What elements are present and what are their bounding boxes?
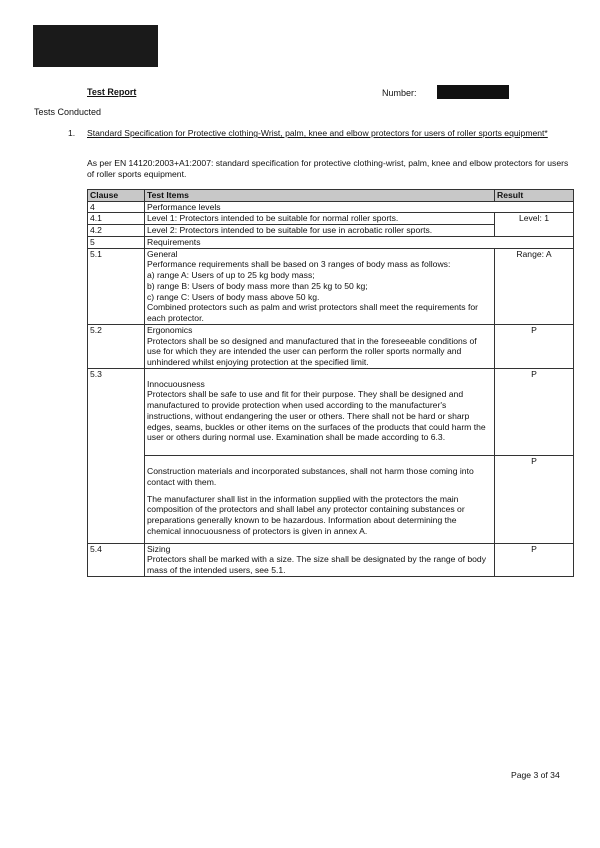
clause-cell: 5.4 (88, 543, 145, 576)
test-item-cell: Requirements (145, 236, 574, 248)
header-clause: Clause (88, 190, 145, 202)
table-row (88, 324, 574, 368)
standard-description: As per EN 14120:2003+A1:2007: standard specification for protective clothing-wrist, palm, knee and elbow protectors for users of roller sports equipment. (87, 158, 569, 179)
result-cell: Level: 1 (495, 213, 574, 236)
test-item-cell: Level 2: Protectors intended to be suitable for use in acrobatic roller sports. (145, 225, 495, 237)
test-item-cell: Level 1: Protectors intended to be suitable for normal roller sports. (145, 213, 495, 225)
item-number: 1. (68, 128, 76, 138)
report-number-redacted (437, 85, 509, 99)
test-item-cell (145, 248, 495, 324)
table-row (88, 213, 574, 225)
item-text: Combined protectors such as palm and wrist protectors shall meet the requirements for each protector. (147, 302, 479, 324)
report-number-label: Number: (382, 88, 417, 98)
item-text: a) range A: Users of up to 25 kg body mass; (147, 270, 315, 281)
result-cell: P (495, 368, 574, 455)
table-row (88, 456, 574, 543)
item-text: Protectors shall be so designed and manufactured that in the foreseeable conditions of use for which they are intended the user can perform the roller sports normally and unhindered whilst enjoying protection at the specified limit. (147, 335, 477, 368)
item-text: Protectors shall be marked with a size. The size shall be designated by the range of body mass of the intended users, see 5.1. (147, 554, 487, 576)
item-text: The manufacturer shall list in the information supplied with the protectors the main composition of the protectors and shall label any protector containing substances or preparations generally known to be hazardous. Information about determining the chemical innocuousness of protectors is given in annex A. (147, 493, 465, 536)
item-heading: Ergonomics (147, 324, 193, 335)
clause-cell: 4.2 (88, 225, 145, 237)
item-text: Construction materials and incorporated substances, shall not harm those coming into contact with them. (147, 466, 474, 487)
table-row (88, 543, 574, 576)
test-item-cell (145, 324, 495, 368)
test-item-cell: Performance levels (145, 201, 574, 213)
item-heading: General (147, 248, 178, 259)
spec-title: Standard Specification for Protective clothing-Wrist, palm, knee and elbow protectors for users of roller sports equipment* (87, 128, 548, 138)
result-cell: Range: A (495, 248, 574, 324)
table-header-row (88, 190, 574, 202)
item-text: Protectors shall be safe to use and fit for their purpose. They shall be designed and manufactured to provide protection when used according to the manufacturer's instructions, without endangering the user or others. There shall not be hard or sharp edges, seams, buckles or other items on the surfaces of the products that could harm the user or others during normal use. Examination shall be made according to 6.3. (147, 389, 486, 443)
result-cell: P (495, 324, 574, 368)
clause-cell: 5.1 (88, 248, 145, 324)
page-number: Page 3 of 34 (511, 770, 560, 780)
header-result: Result (495, 190, 574, 202)
item-text: Performance requirements shall be based on 3 ranges of body mass as follows: (147, 259, 451, 270)
clause-cell: 4.1 (88, 213, 145, 225)
test-item-cell (145, 456, 495, 543)
company-logo (33, 25, 158, 67)
item-heading: Sizing (147, 543, 171, 554)
item-text: c) range C: Users of body mass above 50 kg. (147, 291, 320, 302)
item-text: b) range B: Users of body mass more than 25 kg to 50 kg; (147, 280, 368, 291)
result-cell: P (495, 543, 574, 576)
table-row (88, 236, 574, 248)
test-results-table (87, 189, 574, 577)
clause-cell: 4 (88, 201, 145, 213)
clause-cell: 5.2 (88, 324, 145, 368)
item-heading: Innocuousness (147, 378, 205, 389)
clause-cell: 5 (88, 236, 145, 248)
section-heading: Tests Conducted (34, 107, 102, 117)
report-title: Test Report (87, 87, 137, 97)
result-cell: P (495, 456, 574, 543)
test-item-cell (145, 368, 495, 455)
table-row (88, 248, 574, 324)
table-row (88, 201, 574, 213)
test-item-cell (145, 543, 495, 576)
table-row (88, 368, 574, 455)
clause-cell: 5.3 (88, 368, 145, 543)
header-test-items: Test Items (145, 190, 495, 202)
